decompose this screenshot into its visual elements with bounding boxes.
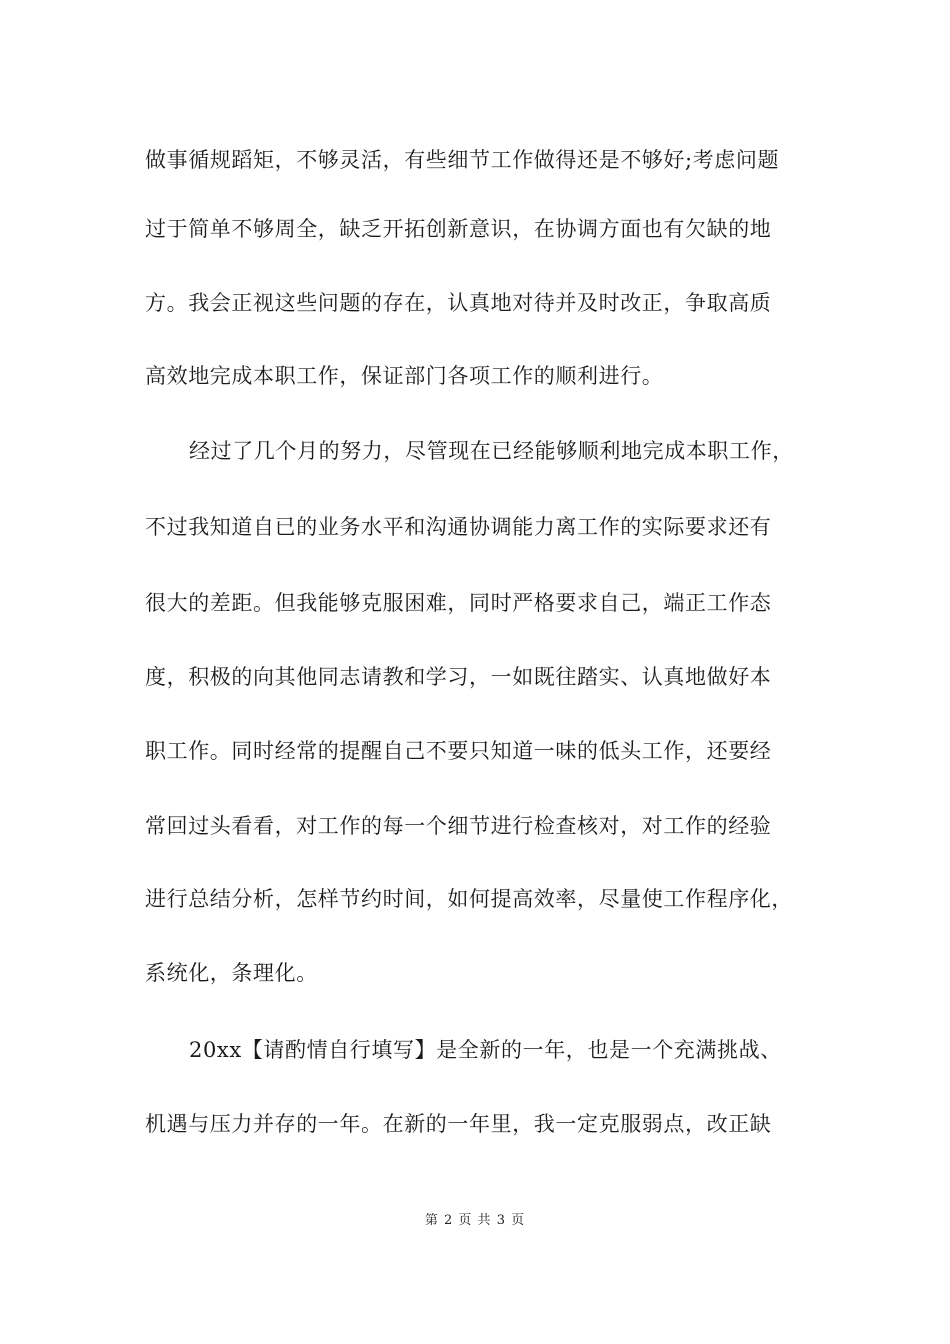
paragraph-line: 常回过头看看，对工作的每一个细节进行检查核对，对工作的经验 <box>145 814 772 838</box>
paragraph-line: 度，积极的向其他同志请教和学习，一如既往踏实、认真地做好本 <box>145 665 772 689</box>
paragraph-line: 过于简单不够周全，缺乏开拓创新意识，在协调方面也有欠缺的地 <box>145 217 772 241</box>
paragraph-line: 职工作。同时经常的提醒自己不要只知道一味的低头工作，还要经 <box>145 739 772 763</box>
paragraph-line: 很大的差距。但我能够克服困难，同时严格要求自己，端正工作态 <box>145 591 772 615</box>
paragraph-line: 方。我会正视这些问题的存在，认真地对待并及时改正，争取高质 <box>145 291 772 315</box>
paragraph-line: 机遇与压力并存的一年。在新的一年里，我一定克服弱点，改正缺 <box>145 1112 772 1136</box>
paragraph-line: 系统化，条理化。 <box>145 961 318 985</box>
paragraph-line: 经过了几个月的努力，尽管现在已经能够顺利地完成本职工作， <box>189 439 794 463</box>
page-number-footer: 第 2 页 共 3 页 <box>424 1213 526 1228</box>
paragraph-line: 进行总结分析，怎样节约时间，如何提高效率，尽量使工作程序化， <box>145 887 793 911</box>
paragraph-line: 不过我知道自已的业务水平和沟通协调能力离工作的实际要求还有 <box>145 515 772 539</box>
paragraph-line: 做事循规蹈矩，不够灵活，有些细节工作做得还是不够好;考虑问题 <box>145 148 780 172</box>
paragraph-line: 20xx【请酌情自行填写】是全新的一年，也是一个充满挑战、 <box>189 1038 782 1062</box>
paragraph-line: 高效地完成本职工作，保证部门各项工作的顺利进行。 <box>145 364 664 388</box>
